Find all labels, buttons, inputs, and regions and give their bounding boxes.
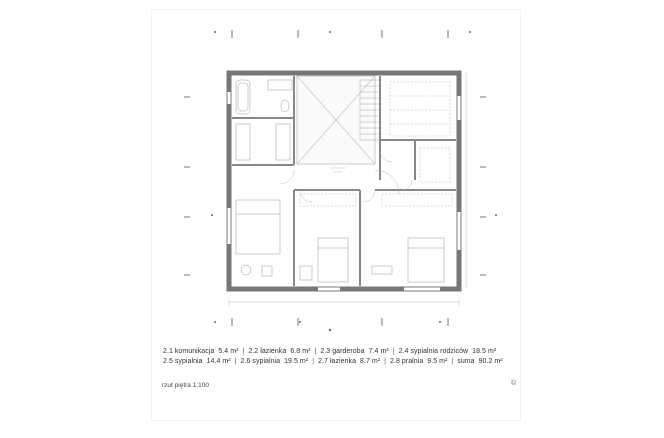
legend-item-area: 18.5 m² [472,348,497,355]
legend-item-label: 2.5 sypialnia [163,358,203,365]
legend-item-label: 2.1 komunikacja [163,348,215,355]
legend-separator: | [232,358,239,365]
legend-item-area: 14.4 m² [206,358,231,365]
legend-item-area: 8.7 m² [360,358,381,365]
bathtub [236,80,250,114]
stair-void [297,76,375,164]
legend-item-label: 2.7 łazienka [318,358,357,365]
legend-item-area: 19.5 m² [284,358,309,365]
legend-item-area: 5.4 m² [218,348,239,355]
legend-separator: | [382,358,389,365]
legend-item-area: 90.2 m² [478,358,503,365]
legend-separator: | [310,358,317,365]
legend-item-area: 7.4 m² [368,348,389,355]
area-legend-line-1 [163,348,496,355]
legend-item-label: suma [457,358,475,365]
legend-item-label: 2.2 łazienka [248,348,287,355]
legend-item-label: 2.3 garderoba [320,348,365,355]
furniture-small [241,265,392,280]
legend-item-label: 2.8 pralnia [390,358,424,365]
area-legend-line-2 [163,358,503,365]
legend-separator: | [390,348,397,355]
drawing-scale-label: rzut piętra 1:100 [162,382,209,389]
legend-separator: | [312,348,319,355]
legend-item-label: 2.4 sypialnia rodziców [398,348,469,355]
copyright-icon: © [511,380,517,387]
legend-item-label: 2.6 sypialnia [240,358,281,365]
legend-item-area: 9.5 m² [427,358,448,365]
legend-item-area: 6.8 m² [290,348,311,355]
beds [236,200,444,282]
bathroom-fixtures [236,80,292,160]
legend-separator: | [449,358,456,365]
legend-separator: | [240,348,247,355]
